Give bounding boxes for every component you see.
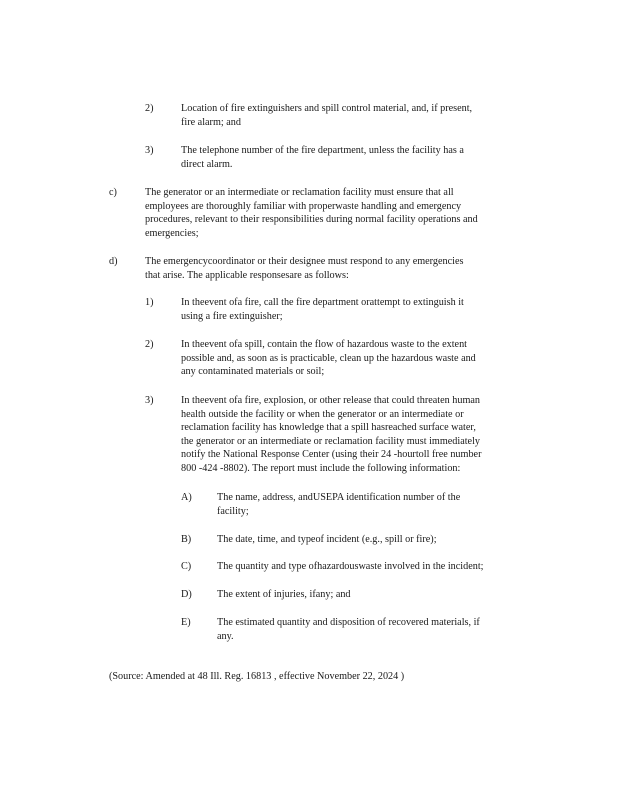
source-note: (Source: Amended at 48 Ill. Reg. 16813 , effective November 22, 2024 ) — [109, 671, 405, 682]
text-line: The emergencycoordinator or their designee must respond to any emergencies — [145, 256, 464, 267]
list-item-text — [181, 394, 531, 476]
list-item-text — [181, 338, 531, 379]
list-marker: C) — [181, 561, 192, 572]
list-marker: 2) — [145, 339, 154, 350]
text-line: notify the National Response Center (using their 24 -hourtoll free number — [181, 449, 482, 461]
text-line: The name, address, andUSEPA identification number of the — [217, 492, 461, 503]
text-line: The telephone number of the fire department, unless the facility has a — [181, 145, 464, 156]
text-line: The extent of injuries, ifany; and — [217, 589, 351, 600]
text-line: In theevent ofa fire, explosion, or other release that could threaten human — [181, 395, 480, 406]
list-marker: B) — [181, 534, 192, 545]
text-line: The date, time, and typeof incident (e.g., spill or fire); — [217, 534, 437, 545]
text-line: facility; — [217, 505, 249, 517]
list-item-text — [145, 186, 537, 240]
list-item-text — [181, 144, 521, 171]
list-marker: 1) — [145, 297, 154, 308]
text-line: possible and, as soon as is practicable, clean up the hazardous waste and — [181, 352, 476, 364]
text-line: procedures, relevant to their responsibilities during normal facility operations and — [145, 214, 478, 226]
list-marker: E) — [181, 617, 191, 628]
text-line: using a fire extinguisher; — [181, 310, 283, 322]
list-item-text — [181, 296, 521, 323]
text-line: employees are thoroughly familiar with properwaste handling and emergency — [145, 200, 462, 212]
text-line: Location of fire extinguishers and spill control material, and, if present, — [181, 103, 473, 114]
list-item-text — [217, 533, 537, 547]
list-item-text — [217, 491, 517, 518]
text-line: any. — [217, 630, 234, 642]
text-line: health outside the facility or when the generator or an intermediate or — [181, 408, 464, 420]
list-marker: 3) — [145, 395, 154, 406]
text-line: reclamation facility has knowledge that a spill hasreached surface water, — [181, 422, 476, 434]
list-item-text — [217, 616, 537, 643]
text-line: The quantity and type ofhazardouswaste involved in the incident; — [217, 561, 484, 572]
text-line: In theevent ofa spill, contain the flow of hazardous waste to the extent — [181, 339, 468, 350]
text-line: The estimated quantity and disposition of recovered materials, if — [217, 617, 480, 628]
list-item-text — [145, 255, 520, 282]
text-line: that arise. The applicable responsesare as follows: — [145, 269, 349, 281]
text-line: The generator or an intermediate or reclamation facility must ensure that all — [145, 187, 454, 198]
list-marker: D) — [181, 589, 192, 600]
list-item-text — [217, 588, 537, 602]
list-marker: A) — [181, 492, 192, 503]
list-marker: c) — [109, 187, 117, 198]
text-line: direct alarm. — [181, 158, 233, 170]
list-marker: d) — [109, 256, 118, 267]
text-line: any contaminated materials or soil; — [181, 366, 325, 378]
text-line: In theevent ofa fire, call the fire department orattempt to extinguish it — [181, 297, 464, 308]
list-item-text — [217, 560, 537, 574]
list-marker: 3) — [145, 145, 154, 156]
text-line: the generator or an intermediate or reclamation facility must immediately — [181, 435, 480, 447]
list-marker: 2) — [145, 103, 154, 114]
text-line: emergencies; — [145, 227, 199, 239]
list-item-text — [181, 102, 521, 129]
text-line: fire alarm; and — [181, 116, 241, 128]
text-line: 800 -424 -8802). The report must include the following information: — [181, 462, 461, 474]
